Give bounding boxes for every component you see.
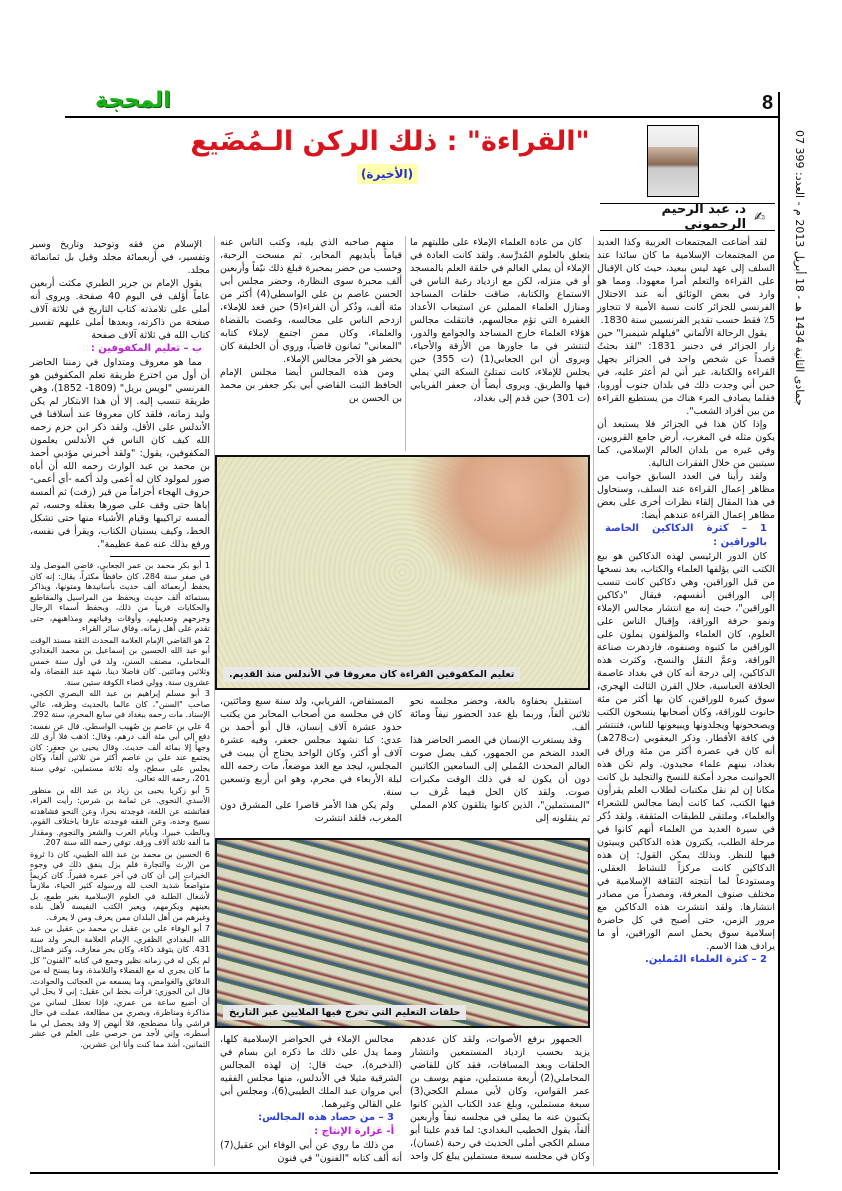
paragraph: يقول الإمام بن جرير الطبري مكثت أربعين عاماً أؤلف في اليوم 40 صفحة. ويروى أنه أملى على تلامذته كتاب التاريخ في ثلاثة آلاف صفحة من ذاكرته، وبعدها أملى عليهم تفسير كتاب الله في ثلاثة آلاف صفحة [30,278,210,341]
paragraph: ولم يكن هذا الأمر قاصرا على المشرق دون المغرب، فلقد انتشرت [220,800,402,824]
crowd-photo [215,838,590,1028]
footnote: 2 هو القاضي الإمام العلامة المحدث الثقة مسند الوقت أبو عبد الله الحسين بن إسماعيل بن محمد البغدادي المحاملي، مصنف السنن، ولد في أول سنة خمس وثلاثين ومائتين. كان فاضلا دينا. شهد عند القضاة، وله عشرون سنة. وولي قضاء الكوفة ستين سنة. [30,635,210,687]
paragraph: منهم صاحبه الذي يليه، وكتب الناس عنه قياماً بأيديهم المحابر، ثم مسحت الرحبة، وحسب من حضر بمحبرة فبلغ ذلك نيّفاً وأربعين ألف محبرة سوى النظارة، وحضر مجلس أبي الحسن عاصم بن علي الواسطي(4) أكثر من مئة ألف، وذُكر أن الفراء(5) حين قعد للإملاء، ازدحم الناس على مجالسه، وغصت بالقضاة والعلماء، وكان ممن اجتمع لإملاء كتابه "المعاني" ثمانون قاضياً، وروي أن الخليفة كان يحضر هو الآخر مجالس الإملاء. [220,237,402,365]
margin-divider [778,92,780,1170]
photo-caption: حلقات التعليم التي تخرج فيها الملايين عبر التاريخ [223,1005,466,1020]
column-1 [597,236,775,967]
header-divider [65,116,780,118]
column-3-bottom [220,1033,402,1165]
paragraph: لقد أضاعت المجتمعات العربية وكذا العديد من المجتمعات الإسلامية ما كان سائدا عند السلف إلى عهد ليس ببعيد، حيث كان الإقبال على القراءة والتعلم أمرا معهودا. ومما هو وارد في بعض الوثائق أنه عند الاحتلال الفرنسي للجزائر كانت نسبة الأمية لا تتجاوز 5٪ فقط حسب تقدير الفرنسيين سنة 1830. [597,237,775,326]
pen-icon: ✍ [754,209,765,225]
section-heading: 2 – كثرة العلماء المُملين. [645,954,767,965]
article-title-block [190,126,590,188]
section-heading: 3 – من حصاد هذه المجالس: [258,1112,394,1123]
footnote: 7 أبو الوفاء علي بن عقيل بن محمد بن عقيل بن عبد الله البغدادي الظفري، الإمام العلامة البحر ولد سنة 431. كان يتوقد ذكاء، وكان بحر معارف، وكنز فضائل، لم يكن له في زمانه نظير وجمع في كتابه "الفنون" كل ما كان يجري له مع الفضلاء والتلامذة، وما يسنح له من الدقائق والغوامض، وما يسمعه من العجائب والحوادث. قال ابن الجوزي: قرأت بخط ابن عقيل: إني لا يحل لي أن أضيع ساعة من عمري، فإذا تعطل لساني من مذاكرة ومناظرة، وبصري من مطالعة، عملت في حال فراشي وأنا مضطجع، فلا أنهض إلا وقد يحصل لي ما أسطره، وإني لأجد من حرصي على العلم في عشر الثمانين، أشد مما كنت وأنا ابن عشرين. [30,924,210,1049]
column-2-middle [410,695,590,825]
paragraph: من ذلك ما روي عن أبي الوفاء ابن عقيل(7) أنه ألف كتابه "الفنون" في فنون [220,1140,402,1164]
paragraph: الجمهور برفع الأصوات، ولقد كان عددهم يزيد بحسب ازدياد المستمعين وانتشار الحلقات وبعد المسافات، فقد كان للقاضي المحاملي(2) أربعة مستملين، منهم يوسف بن عمر القواس، وكان لأبي مسلم الكجي(3) سبعة مستملين، وبلغ عدد الكتاب الذين كانوا يكتبون عنه ما يملي في مجلسه نيفاً وأربعين ألفاً، يقول الخطيب البغدادي: لما قدم علينا أبو مسلم الكجي أملى الحديث في رحبة (غسان)، وكان في مجلسه سبعة مستملين يبلغ كل واحد [410,1034,590,1162]
author-name: د. عبد الرحيم الرحموني [661,202,747,232]
paragraph: استقبل بحفاوة بالغة، وحضر مجلسه نحو ثلاثين ألفاً، وربما بلغ عدد الحضور نيفاً ومائة ألف. [410,696,590,733]
author-byline [600,203,775,231]
column-3-top [220,236,402,405]
footnote: 5 أبو زكريا يحيى بن زياد بن عبد الله بن منظور الأسدي النحوي. عن ثمامة بن شرس: رأيت الفراء، ففاتشته عن اللغة، فوجدته بحرا، وعن النحو فشاهدته نسيج وحده، وعن الفقه فوجدته عارفا باختلاف القوم، وبالطب خبيرا، وبأيام العرب والشعر والنجوم. ومقدار ما ألفه ثلاثة آلاف ورقة. توفي رحمه الله سنة 207. [30,785,210,847]
column-4 [30,238,210,551]
footnote: 6 الحسين بن محمد بن عبد الله الطيبي، كان ذا ثروة من الإرث والتجارة فلم يزل ينفق ذلك في وجوه الخيرات إلى أن كان في آخر عمره فقيراً. كان كريماً متواضعاً شديد الحب لله ورسوله كثير الحياء، ملازماً لأشغال الطلبة في العلوم الإسلامية بغير طمع، بل يعينهم ويكرمهم، ويعير الكتب النفيسة لأهل بلده وغيرهم من أهل البلدان ممن يعرف ومن لا يعرف. [30,849,210,922]
column-2-bottom [410,1033,590,1163]
sub-heading: ب – تعليم المكفوفين : [90,343,202,354]
section-logo: المحجة [95,88,171,113]
braille-photo [215,455,590,690]
paragraph: يقول الرحالة الألماني "فيلهلم شيمبرا" حين زار الجزائر في دجنبر 1831: "لقد بحثتُ قصداً عن شخص واحد في الجزائر يجهل القراءة والكتابة، غير أني لم أعثر عليه، في حين أني وجدت ذلك في بلدان جنوب أوروبا، فقلما يصادف المرء هناك من يستطيع القراءة من بين أفراد الشعب". [597,328,775,417]
paragraph: ومن هذه المجالس أيضا مجلس الإمام الحافظ الثبت القاضي أبي بكر جعفر بن محمد بن الحسن بن [220,367,402,404]
column-3-middle [220,695,402,825]
footnote-rule [110,556,210,557]
author-photo [647,125,699,197]
column-separator [593,236,594,1166]
sub-heading: أ- غزارة الإنتاج : [314,1126,394,1137]
photo-caption: تعليم المكفوفين القراءة كان معروفا في الأندلس منذ القديم. [223,667,520,682]
paragraph: وقد يستغرب الإنسان في العصر الحاضر هذا العدد الضخم من الجمهور، كيف يصل صوت العالم المحدث المُملي إلى السامعين الكاتبين دون أن يكون له في ذلك الوقت مكبرات صوت. ولقد كان الحل فيما عُرف ب "المستملين"، الذين كانوا يتلقون كلام المملي ثم ينقلونه إلى [410,735,590,824]
paragraph: مجالس الإملاء في الحواضر الإسلامية كلها، ومما يدل على ذلك ما ذكره ابن بسام في (الذخيرة)، حيث قال: إن لهذه المجالس الشرقية مثيلا في الأندلس، منها مجلس الفقيه أبي مروان عبد الملك الطيبي(6)، ومجلس أبي علي القالي وغيرهما. [220,1034,402,1110]
footnote: 3 أبو مسلم إبراهيم بن عبد الله البصري الكجي، صاحب "السنن"، كان عالما بالحديث وطرقه، عالي الإسناد. مات رحمه ببغداد في سابع المحرم، سنة 292. [30,689,210,719]
article-title: "القراءة" : ذلك الركن الـمُضَيع [190,126,590,157]
title-tag: (الأخيرة) [357,164,417,184]
footnotes [30,561,210,1051]
paragraph: وإذا كان هذا في الجزائر فلا يستبعد أن يكون مثله في المغرب، أرض جامع القرويين، وفي غيره من بلدان العالم الإسلامي، كما سيتبين من خلال الفقرات التالية. [597,419,775,469]
paragraph: الإسلام من فقه وتوحيد وتاريخ وسير وتفسير، في أربعمائة مجلد وقيل بل ثمانمائة مجلد. [30,239,210,276]
column-separator [405,236,406,451]
dateline: 07 جمادى الثانية 1434 هـ - 18 أبريل 2013 م - العدد: 399 [793,130,806,406]
page-number: 8 [762,92,774,114]
footnote: 1 أبو بكر محمد بن عمر الجعابي، قاضي الموصل ولد في صفر سنة 284، كان حافظاً مكثراً، يقال: إنه كان يحفظ أربعمائة ألف حديث بأسانيدها ومتونها، ويذاكر بستمائة ألف حديث ويحفظ من المراسيل والمقاطيع والحكايات قريباً من ذلك، ويحفظ أسماء الرجال وجرحهم وتعديلهم، وأوقات وفياتهم ومذاهبهم، حتى تقدم على أهل زمانه، وفاق سائر القراء. [30,561,210,633]
column-4-wrapper [30,238,210,1051]
paragraph: كان الدور الرئيسي لهذه الدكاكين هو بيع الكتب التي يؤلفها العلماء والكتاب، بعد نسخها من قبل الوراقين، وهي دكاكين كانت تنسب إلى الوراقين أنفسهم، فيقال "دكاكين الوراقين"، حيث إنه مع انتشار مجالس الإملاء ونمو حرفة الوراقة، وإقبال الناس على العلوم، كان العلماء والمؤلفون يملون على الوراقين ما كتبوه وصنفوه، فازدهرت صناعة الوراقة، وعمَّ النقل والنسخ، وكثرت هذه الدكاكين، إلى درجة أنه كان في بغداد عاصمة الخلافة العباسية، خلال القرن الثالث الهجري، سوق كبيرة للوراقين، كان بها أكثر من مئة حانوت للوراقة، وكان أصحابها ينسخون الكتب ويصححونها ويجلدونها ويبيعونها للناس، فتنتشر في كافة الأقطار. وذكر اليعقوبي (ت278هـ) أنه كان في عصره أكثر من مئة وراق في بغداد، بينهم علماء مجيدون. ولم تكن هذه الحوانيت مجرد أمكنة للنسخ والتجليد بل كانت مكانا إن لم نقل مكتبات لطلاب العلم يقرأون فيها الكتب، كما كانت أيضا مجالس للشعراء والعلماء، وملتقى للطبقات المثقفة. ولقد ذُكر في سيرة العديد من العلماء أنهم كانوا في مرحلة الطلب، يكترون هذه الدكاكين ويبيتون فيها للنظر. وبذلك يمكن القول: إن هذه الدكاكين كانت مركزاً للنشاط العقلي، ومستودعاً لما أنتجته الثقافة الإسلامية في مختلف صنوف المعرفة، ومصدراً من مصادر انتشارها. ولقد انتشرت هذه الدكاكين مع مرور الزمن، حتى أصبح في كل حاضرة إسلامية سوق يحمل اسم الوراقين، أو ما يرادف هذا الاسم. [597,551,775,952]
footnote: 4 علي بن عاصم بن صُهيب الواسطي. قال عن نفسه: دفع إلي أبي مئة ألف درهم، وقال: اذهب فلا أرى لك وجهاً إلا بمائة ألف حديث. وقال يحيى بن جعفر: كان يجتمع عند علي بن عاصم أكثر من ثلاثين ألفاً، وكان يجلس على سطح، وله ثلاثة مستملين. توفي سنة 201، رحمه الله تعالى. [30,721,210,783]
paragraph: كان من عادة العلماء الإملاء على طلبتهم ما يتعلق بالعلوم المُدرَّسة. ولقد كانت العادة في الإملاء أن يملي العالم في حلقة العلم بالمسجد أو في منزله، لكن مع ازدياد رغبة الناس في الاستماع والكتابة، ضاقت حلقات المساجد ومنازل العلماء المملين عن استيعاب الأعداد الغفيرة التي تؤم مجالسهم، فانتقلت مجالس هؤلاء العلماء خارج المساجد والجوامع والدور، لتنتشر في ما جاورها من الأزقة والأحياء، ويروى أن ابن الجعابي(1) (ت 355) حين يجلس للإملاء، كانت تمتلئ السكة التي يملي فيها والطريق. ويروى أيضاً أن جعفر الفريابي (ت 301) حين قدم إلى بغداد، [410,237,590,404]
column-2-top [410,236,590,405]
paragraph: مما هو معروف ومتداول في زمننا الحاضر أن أول من اخترع طريقة تعلم المكفوفين هو الفرنسي "لويس بريل" (1809- 1852)، وهي طريقة تنسب إليه. إلا أن هذا الابتكار لم يكن وليد زمانه، فلقد كان معروفا عند أسلافنا في الأندلس على الأقل. ولقد ذكر ابن حزم رحمه الله كيف كان الناس في الأندلس يعلمون المكفوفين، يقول: "ولقد أخبرني مؤدبي أحمد بن محمد بن عبد الوارث رحمه الله أن أباه صور لمولود كان له أعمى ولد أكمه -أي أعمى- حروف الهجاء أجراماً من قير (زفت) ثم ألمسه إياها حتى وقف على صورها بعقله وحسه، ثم ألمسه تراكيبها وقيام الأشياء منها حتى تشكل الخط، وكيف يستبان الكتاب، ويقرأ في نفسه، ورفع بذلك عنه غمة عظيمة". [29,357,211,550]
bottom-rule [30,1172,778,1174]
paragraph: المستفاض، الفريابي، ولد سنة سبع ومائتين، كان في مجلسه من أصحاب المحابر من يكتب حدود عشرة آلاف إنسان، قال أبو أحمد بن عدي: كنا نشهد مجلس جعفر، وفيه عشرة آلاف أو أكثر، وكان الواحد يحتاج أن يبيت في المجلس، ليجد مع الغد موضعاً، مات رحمه الله ليلة الأربعاء في محرم، وهو ابن أربع وتسعين سنة. [220,696,402,798]
section-heading: 1 – كثرة الدكاكين الخاصة بالوراقين : [605,523,767,548]
paragraph: ولقد رأينا في العدد السابق جوانب من مظاهر إعمال القراءة عند السلف، وسنحاول في هذا المقال إلقاء نظرات أخرى على بعض مظاهر إعمال القراءة عندهم أيضا: [597,471,775,521]
